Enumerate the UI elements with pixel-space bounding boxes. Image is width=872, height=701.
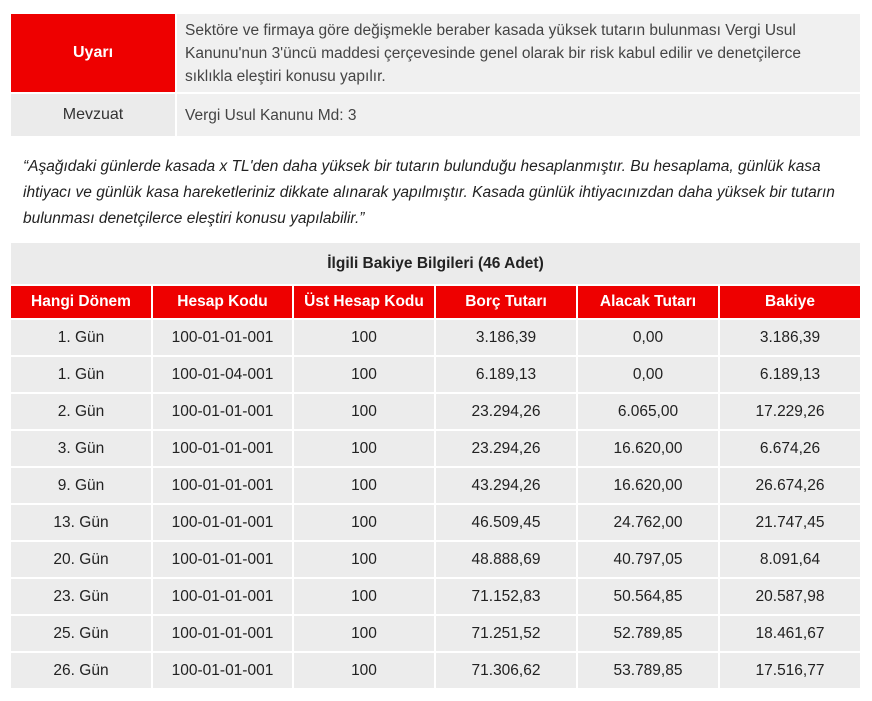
table-row xyxy=(11,431,860,466)
column-header: Hesap Kodu xyxy=(153,286,292,318)
account-code-cell: 100-01-01-001 xyxy=(153,431,292,466)
credit-cell: 0,00 xyxy=(578,357,718,392)
table-title: İlgili Bakiye Bilgileri (46 Adet) xyxy=(11,243,860,284)
balance-cell: 17.516,77 xyxy=(720,653,860,688)
parent-account-cell: 100 xyxy=(294,357,434,392)
credit-cell: 0,00 xyxy=(578,320,718,355)
table-row xyxy=(11,357,860,392)
credit-cell: 53.789,85 xyxy=(578,653,718,688)
parent-account-cell: 100 xyxy=(294,431,434,466)
debit-cell: 3.186,39 xyxy=(436,320,576,355)
table-row xyxy=(11,653,860,688)
period-cell: 20. Gün xyxy=(11,542,151,577)
balance-cell: 26.674,26 xyxy=(720,468,860,503)
account-code-cell: 100-01-01-001 xyxy=(153,579,292,614)
parent-account-cell: 100 xyxy=(294,394,434,429)
parent-account-cell: 100 xyxy=(294,468,434,503)
column-header: Hangi Dönem xyxy=(11,286,151,318)
account-code-cell: 100-01-01-001 xyxy=(153,616,292,651)
credit-cell: 24.762,00 xyxy=(578,505,718,540)
warning-text: Sektöre ve firmaya göre değişmekle beraber kasada yüksek tutarın bulunması Vergi Usul Kanunu'nun 3'üncü maddesi çerçevesinde genel olarak bir risk kabul edilir ve denetçilerce sıklıkla eleştiri konusu yapılır. xyxy=(177,14,860,92)
parent-account-cell: 100 xyxy=(294,542,434,577)
credit-cell: 40.797,05 xyxy=(578,542,718,577)
table-row xyxy=(11,616,860,651)
period-cell: 23. Gün xyxy=(11,579,151,614)
debit-cell: 71.251,52 xyxy=(436,616,576,651)
debit-cell: 43.294,26 xyxy=(436,468,576,503)
table-row xyxy=(11,505,860,540)
table-row xyxy=(11,320,860,355)
table-row xyxy=(11,542,860,577)
account-code-cell: 100-01-04-001 xyxy=(153,357,292,392)
account-code-cell: 100-01-01-001 xyxy=(153,653,292,688)
column-header: Bakiye xyxy=(720,286,860,318)
debit-cell: 23.294,26 xyxy=(436,394,576,429)
balance-cell: 6.189,13 xyxy=(720,357,860,392)
table-row xyxy=(11,468,860,503)
debit-cell: 46.509,45 xyxy=(436,505,576,540)
balance-cell: 21.747,45 xyxy=(720,505,860,540)
debit-cell: 23.294,26 xyxy=(436,431,576,466)
balance-cell: 6.674,26 xyxy=(720,431,860,466)
credit-cell: 6.065,00 xyxy=(578,394,718,429)
period-cell: 13. Gün xyxy=(11,505,151,540)
account-code-cell: 100-01-01-001 xyxy=(153,320,292,355)
account-code-cell: 100-01-01-001 xyxy=(153,394,292,429)
account-code-cell: 100-01-01-001 xyxy=(153,505,292,540)
credit-cell: 52.789,85 xyxy=(578,616,718,651)
info-table xyxy=(11,14,860,136)
period-cell: 9. Gün xyxy=(11,468,151,503)
period-cell: 1. Gün xyxy=(11,320,151,355)
warning-row xyxy=(11,14,860,92)
table-body xyxy=(11,320,860,688)
balance-table xyxy=(11,243,860,688)
period-cell: 1. Gün xyxy=(11,357,151,392)
account-code-cell: 100-01-01-001 xyxy=(153,542,292,577)
table-row xyxy=(11,579,860,614)
credit-cell: 16.620,00 xyxy=(578,431,718,466)
credit-cell: 16.620,00 xyxy=(578,468,718,503)
period-cell: 25. Gün xyxy=(11,616,151,651)
column-header: Borç Tutarı xyxy=(436,286,576,318)
parent-account-cell: 100 xyxy=(294,653,434,688)
debit-cell: 6.189,13 xyxy=(436,357,576,392)
warning-label: Uyarı xyxy=(11,14,175,92)
quote-text: “Aşağıdaki günlerde kasada x TL'den daha yüksek bir tutarın bulunduğu hesaplanmıştır. Bu hesaplama, günlük kasa ihtiyacı ve günlük kasa hareketleriniz dikkate alınarak yapılmıştır. Kasada günlük ihtiyacınızdan daha yüksek bir tutarın bulunması denetçilerce eleştiri konusu yapılabilir.” xyxy=(23,158,835,227)
balance-cell: 3.186,39 xyxy=(720,320,860,355)
debit-cell: 71.152,83 xyxy=(436,579,576,614)
balance-cell: 20.587,98 xyxy=(720,579,860,614)
law-text: Vergi Usul Kanunu Md: 3 xyxy=(177,94,860,136)
period-cell: 26. Gün xyxy=(11,653,151,688)
debit-cell: 48.888,69 xyxy=(436,542,576,577)
balance-cell: 18.461,67 xyxy=(720,616,860,651)
period-cell: 2. Gün xyxy=(11,394,151,429)
law-row xyxy=(11,94,860,136)
law-label: Mevzuat xyxy=(11,94,175,136)
parent-account-cell: 100 xyxy=(294,320,434,355)
debit-cell: 71.306,62 xyxy=(436,653,576,688)
parent-account-cell: 100 xyxy=(294,505,434,540)
parent-account-cell: 100 xyxy=(294,616,434,651)
period-cell: 3. Gün xyxy=(11,431,151,466)
column-header: Alacak Tutarı xyxy=(578,286,718,318)
account-code-cell: 100-01-01-001 xyxy=(153,468,292,503)
balance-cell: 8.091,64 xyxy=(720,542,860,577)
table-header-row xyxy=(11,286,860,318)
parent-account-cell: 100 xyxy=(294,579,434,614)
column-header: Üst Hesap Kodu xyxy=(294,286,434,318)
credit-cell: 50.564,85 xyxy=(578,579,718,614)
table-row xyxy=(11,394,860,429)
balance-cell: 17.229,26 xyxy=(720,394,860,429)
